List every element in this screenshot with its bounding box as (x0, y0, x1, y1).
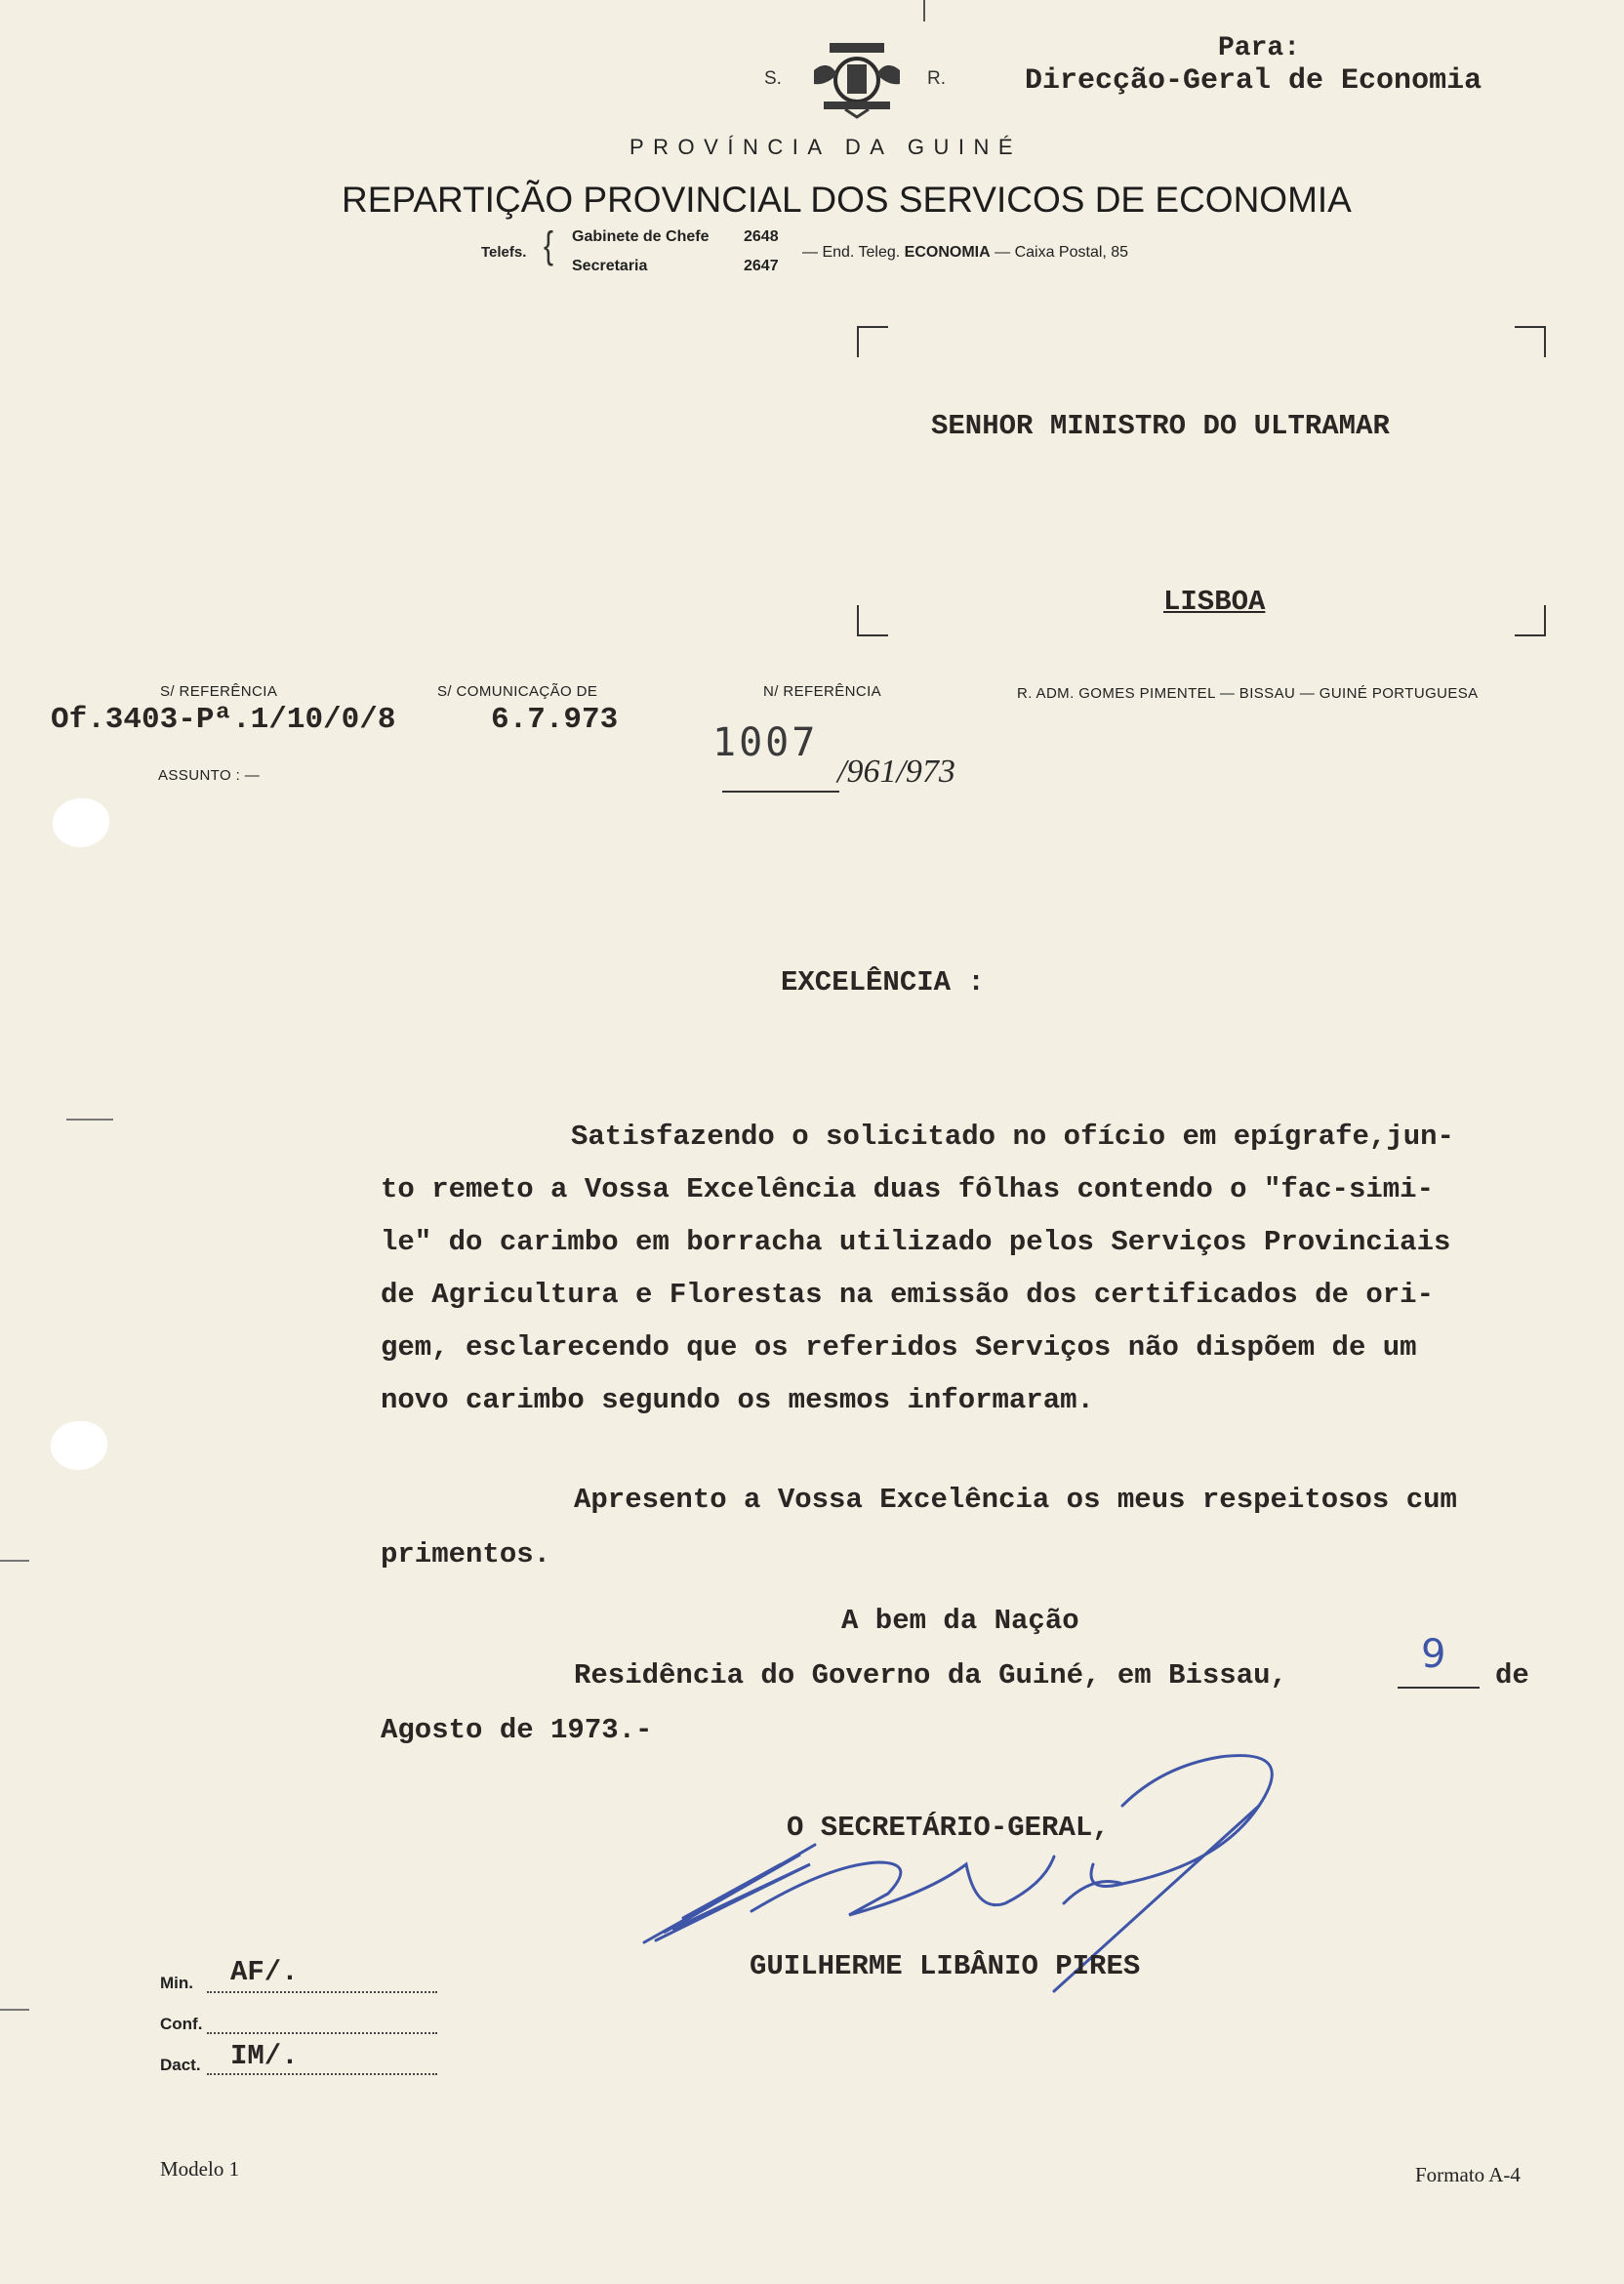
coat-of-arms-icon (810, 41, 904, 119)
gabinete-label: Gabinete de Chefe (572, 228, 710, 245)
window-corner-bottom-right (1515, 605, 1546, 636)
province-title: PROVÍNCIA DA GUINÉ (629, 135, 1023, 159)
secretaria-number: 2647 (744, 258, 779, 274)
n-referencia-label: N/ REFERÊNCIA (763, 683, 882, 700)
min-value: AF/. (230, 1956, 299, 1988)
min-dotted-line (207, 1991, 437, 1993)
window-corner-bottom-left (857, 605, 888, 636)
fold-mark (923, 0, 925, 21)
addressee-city: LISBOA (1163, 586, 1266, 618)
paragraph-line: de Agricultura e Florestas na emissão dos certificados de ori- (381, 1279, 1434, 1311)
secretaria-label: Secretaria (572, 258, 648, 274)
recipient: Direcção-Geral de Economia (1025, 64, 1482, 98)
para-label: Para: (1218, 33, 1301, 63)
punch-hole (51, 1421, 107, 1470)
r-letter: R. (927, 68, 946, 89)
formato-label: Formato A-4 (1415, 2163, 1521, 2186)
dact-dotted-line (207, 2073, 437, 2075)
s-referencia-value: Of.3403-Pª.1/10/0/8 (51, 703, 396, 737)
fold-tick (66, 1119, 113, 1121)
signature-scribble (634, 1747, 1327, 2030)
window-corner-top-right (1515, 326, 1546, 357)
n-referencia-value: /961/973 (837, 754, 955, 790)
paragraph-line: primentos. (381, 1538, 551, 1570)
paragraph-line: le" do carimbo em borracha utilizado pelos Serviços Provinciais (381, 1226, 1451, 1258)
signatory-title: O SECRETÁRIO-GERAL, (787, 1812, 1110, 1844)
addressee-line: SENHOR MINISTRO DO ULTRAMAR (931, 410, 1390, 442)
conf-dotted-line (207, 2032, 437, 2034)
caixa-postal: — Caixa Postal, 85 (995, 244, 1129, 261)
telefs-label: Telefs. (481, 244, 527, 261)
signatory-name: GUILHERME LIBÂNIO PIRES (750, 1950, 1141, 1982)
dact-value: IM/. (230, 2040, 299, 2072)
teleg-address (802, 244, 1128, 262)
min-label: Min. (160, 1974, 193, 1992)
s-letter: S. (764, 68, 782, 89)
teleg-word: ECONOMIA (904, 244, 991, 261)
paragraph-line: to remeto a Vossa Excelência duas fôlhas contendo o "fac-simi- (381, 1173, 1434, 1205)
s-referencia-label: S/ REFERÊNCIA (160, 683, 278, 700)
window-corner-top-left (857, 326, 888, 357)
fold-tick (0, 1560, 29, 1562)
teleg-label: — End. Teleg. (802, 244, 901, 261)
office-address: R. ADM. GOMES PIMENTEL — BISSAU — GUINÉ PORTUGUESA (1017, 685, 1479, 702)
department-title: REPARTIÇÃO PROVINCIAL DOS SERVICOS DE ECONOMIA (342, 180, 1352, 220)
assunto-label: ASSUNTO : — (158, 767, 261, 784)
fold-tick (0, 2009, 29, 2011)
place-date-month: Agosto de 1973.- (381, 1714, 653, 1746)
paragraph-line: Satisfazendo o solicitado no ofício em epígrafe,jun- (571, 1121, 1454, 1153)
place-date: Residência do Governo da Guiné, em Bissau, (574, 1659, 1287, 1692)
paragraph-line: Apresento a Vossa Excelência os meus respeitosos cum (574, 1484, 1457, 1516)
s-comunicacao-value: 6.7.973 (491, 703, 619, 737)
gabinete-number: 2648 (744, 228, 779, 245)
handwritten-day: 9 (1421, 1632, 1446, 1677)
paragraph-line: novo carimbo segundo os mesmos informaram. (381, 1384, 1094, 1416)
n-referencia-underline (722, 791, 839, 793)
conf-label: Conf. (160, 2015, 203, 2033)
punch-hole (53, 798, 109, 847)
day-underline (1398, 1687, 1480, 1689)
phone-brace: { (544, 224, 554, 267)
paragraph-line: gem, esclarecendo que os referidos Serviços não dispõem de um (381, 1331, 1417, 1364)
dact-label: Dact. (160, 2056, 201, 2074)
s-comunicacao-label: S/ COMUNICAÇÃO DE (437, 683, 598, 700)
modelo-label: Modelo 1 (160, 2157, 240, 2181)
salutation: EXCELÊNCIA : (781, 966, 985, 999)
place-date-de: de (1495, 1659, 1529, 1692)
closing-line: A bem da Nação (841, 1605, 1079, 1637)
n-referencia-stamp: 1007 (712, 720, 819, 765)
